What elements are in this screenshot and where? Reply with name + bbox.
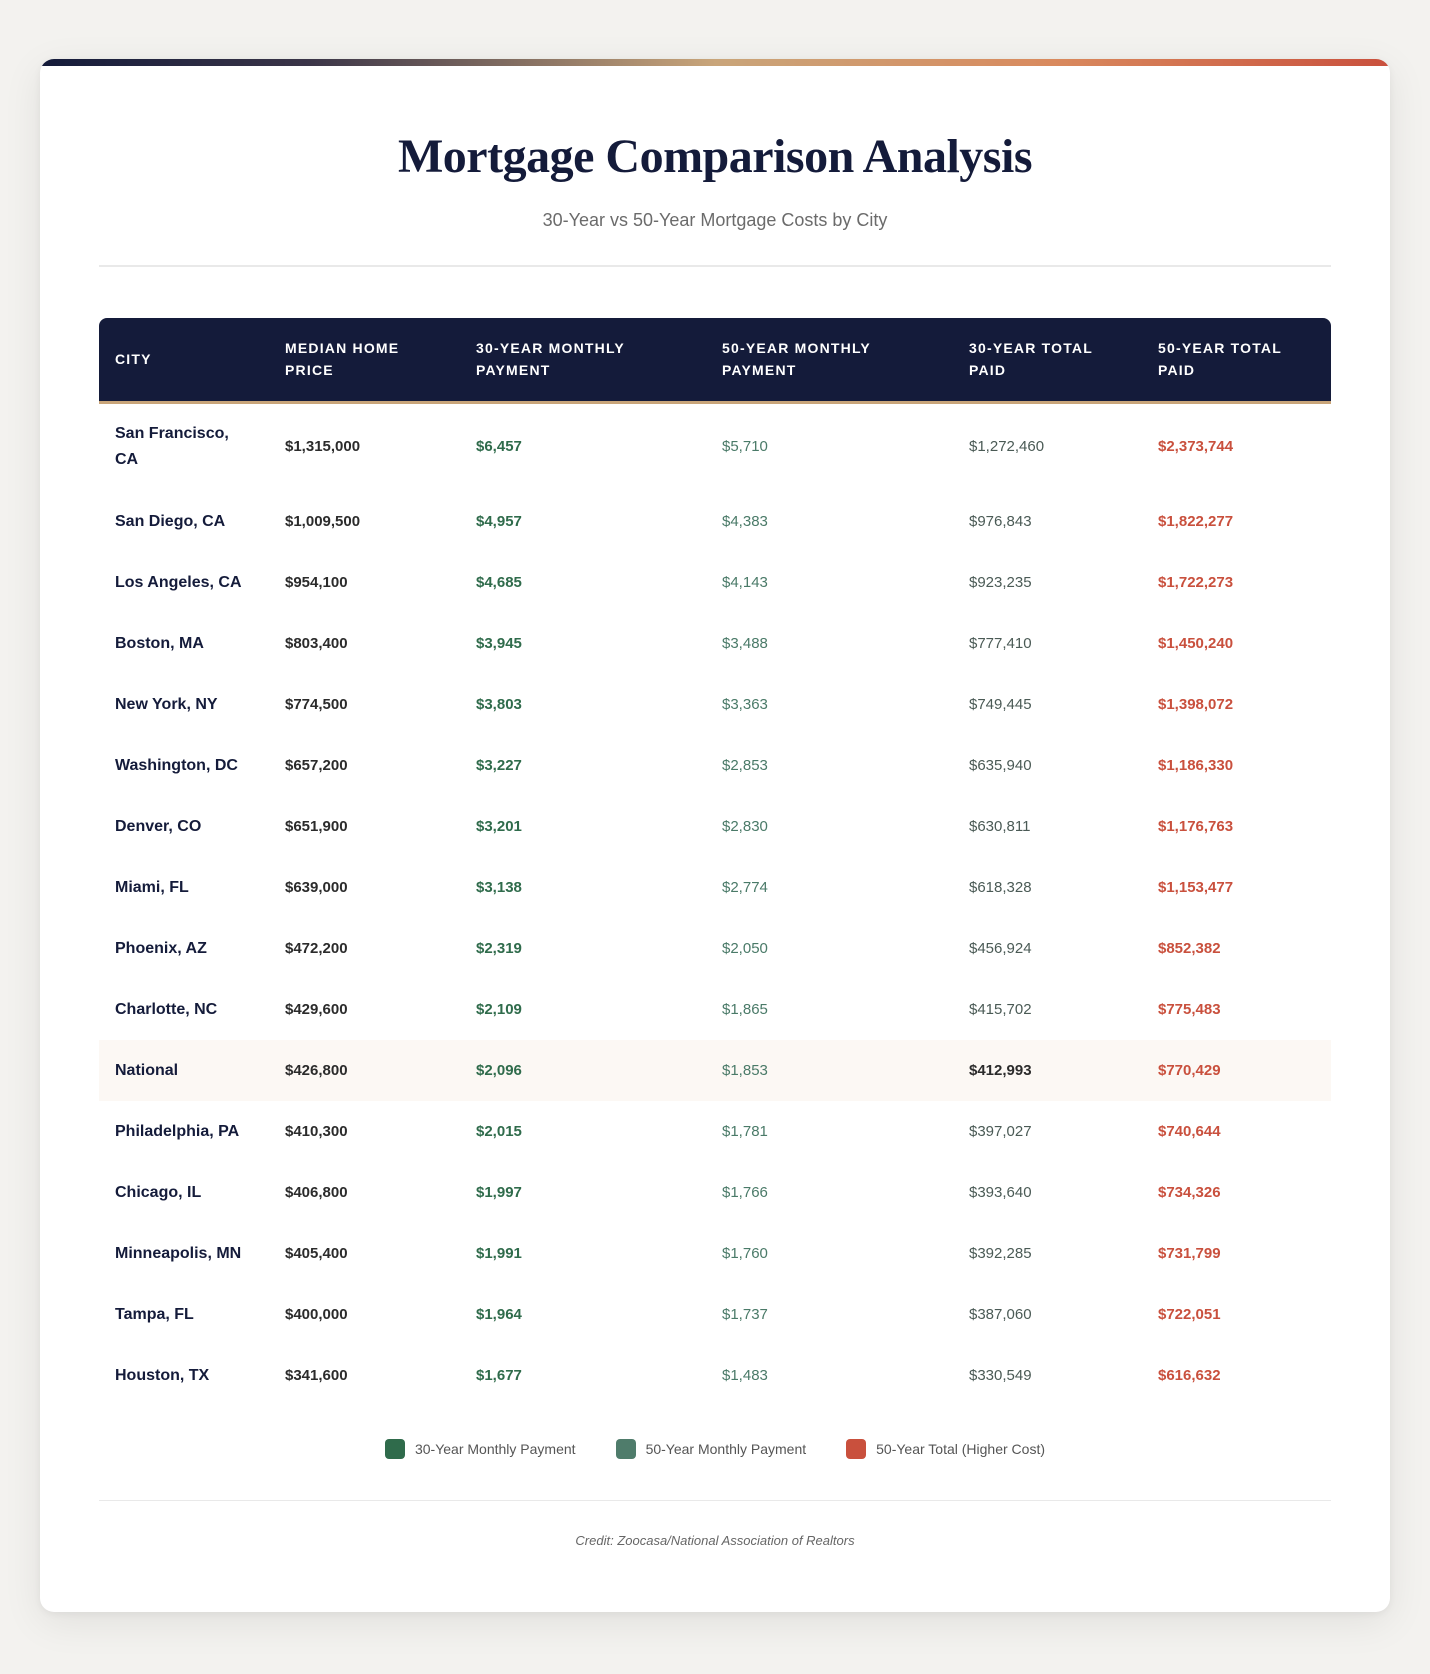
total-50-cell: $1,822,277 (1158, 513, 1234, 530)
monthly-50-cell: $1,853 (706, 1040, 953, 1101)
footer-divider (99, 1500, 1331, 1501)
total-50-cell: $775,483 (1158, 1001, 1221, 1018)
total-30-cell: $392,285 (969, 1245, 1032, 1262)
table-row (99, 979, 1331, 1040)
monthly-30-cell: $3,201 (476, 818, 522, 835)
monthly-50-cell: $1,737 (722, 1306, 768, 1323)
monthly-30-cell: $1,677 (476, 1367, 522, 1384)
total-30-cell: $749,445 (969, 696, 1032, 713)
median-price-cell: $1,009,500 (285, 513, 361, 530)
monthly-50-cell: $2,050 (722, 940, 768, 957)
mortgage-table (99, 318, 1331, 1406)
table-row (99, 613, 1331, 674)
total-30-cell: $777,410 (969, 635, 1032, 652)
table-row (99, 735, 1331, 796)
monthly-30-cell: $4,957 (476, 513, 522, 530)
median-price-cell: $803,400 (285, 635, 348, 652)
total-30-cell: $456,924 (969, 940, 1032, 957)
legend-item (385, 1439, 576, 1459)
total-50-cell: $1,722,273 (1158, 574, 1234, 591)
table-header-row (99, 318, 1331, 402)
total-30-cell: $412,993 (953, 1040, 1142, 1101)
city-cell: Minneapolis, MN (115, 1244, 242, 1262)
median-price-cell: $657,200 (285, 757, 348, 774)
city-cell: Philadelphia, PA (115, 1122, 240, 1140)
table-row (99, 1101, 1331, 1162)
median-price-cell: $400,000 (285, 1306, 348, 1323)
city-cell: Washington, DC (115, 756, 238, 774)
total-50-cell: $616,632 (1158, 1367, 1221, 1384)
monthly-50-cell: $1,781 (722, 1123, 768, 1140)
monthly-50-cell: $1,865 (722, 1001, 768, 1018)
city-cell: San Francisco, CA (115, 425, 229, 469)
city-cell: Houston, TX (115, 1366, 210, 1384)
total-30-cell: $635,940 (969, 757, 1032, 774)
table-row (99, 796, 1331, 857)
monthly-30-cell: $4,685 (476, 574, 522, 591)
legend-item (846, 1439, 1045, 1459)
legend-label: 30-Year Monthly Payment (414, 1441, 576, 1457)
total-30-cell: $630,811 (969, 818, 1031, 835)
table-row (99, 1284, 1331, 1345)
total-50-cell: $1,186,330 (1158, 757, 1234, 774)
credit-text: Credit: Zoocasa/National Association of Realtors (575, 1533, 855, 1548)
median-price-cell: $406,800 (285, 1184, 348, 1201)
median-price-cell: $1,315,000 (285, 438, 361, 456)
total-50-cell: $1,450,240 (1158, 635, 1234, 652)
table-row (99, 552, 1331, 613)
monthly-50-cell: $1,766 (722, 1184, 768, 1201)
total-50-cell: $731,799 (1158, 1245, 1221, 1262)
median-price-cell: $639,000 (285, 879, 348, 896)
total-50-cell: $1,398,072 (1158, 696, 1234, 713)
table-row (99, 1223, 1331, 1284)
table-row (99, 918, 1331, 979)
total-30-cell: $393,640 (969, 1184, 1032, 1201)
monthly-50-cell: $4,383 (722, 513, 768, 530)
city-cell: Charlotte, NC (115, 1000, 218, 1018)
median-price-cell: $651,900 (285, 818, 348, 835)
legend (40, 1439, 1390, 1459)
table-row (99, 674, 1331, 735)
total-50-cell: $734,326 (1158, 1184, 1221, 1201)
city-cell: Miami, FL (115, 878, 189, 896)
monthly-30-cell: $3,803 (476, 696, 522, 713)
page-title: Mortgage Comparison Analysis (398, 130, 1032, 183)
median-price-cell: $426,800 (269, 1040, 460, 1101)
city-cell: Los Angeles, CA (115, 573, 242, 591)
legend-label: 50-Year Monthly Payment (645, 1441, 807, 1457)
city-cell: New York, NY (115, 695, 218, 713)
city-cell: National (99, 1040, 269, 1101)
monthly-50-cell: $1,760 (722, 1245, 768, 1262)
city-cell: Phoenix, AZ (115, 939, 207, 957)
monthly-30-cell: $1,997 (476, 1184, 522, 1201)
monthly-30-cell: $3,138 (476, 879, 522, 896)
table-row (99, 402, 1331, 491)
city-cell: Tampa, FL (115, 1305, 194, 1323)
table-body (99, 402, 1331, 1406)
total-50-cell: $770,429 (1142, 1040, 1331, 1101)
total-50-cell: $2,373,744 (1158, 438, 1234, 456)
total-30-cell: $1,272,460 (969, 438, 1045, 456)
monthly-50-cell: $5,710 (722, 438, 768, 456)
median-price-cell: $774,500 (285, 696, 348, 713)
total-30-cell: $397,027 (969, 1123, 1032, 1140)
monthly-50-cell: $1,483 (722, 1367, 768, 1384)
header-50-year-monthly: 50-YEAR MONTHLY PAYMENT (706, 318, 953, 402)
monthly-30-cell: $2,015 (476, 1123, 522, 1140)
monthly-50-cell: $3,363 (722, 696, 768, 713)
median-price-cell: $429,600 (285, 1001, 348, 1018)
city-cell: Chicago, IL (115, 1183, 202, 1201)
header-30-year-monthly: 30-YEAR MONTHLY PAYMENT (460, 318, 706, 402)
total-30-cell: $330,549 (969, 1367, 1032, 1384)
total-30-cell: $923,235 (969, 574, 1032, 591)
legend-item (616, 1439, 807, 1459)
page-subtitle: 30-Year vs 50-Year Mortgage Costs by City (542, 210, 888, 230)
median-price-cell: $472,200 (285, 940, 348, 957)
monthly-30-cell: $2,109 (476, 1001, 522, 1018)
total-30-cell: $976,843 (969, 513, 1032, 530)
total-50-cell: $1,176,763 (1158, 818, 1234, 835)
monthly-50-cell: $3,488 (722, 635, 768, 652)
monthly-30-cell: $2,319 (476, 940, 522, 957)
header-city: CITY (99, 318, 269, 402)
total-30-cell: $415,702 (969, 1001, 1032, 1018)
total-50-cell: $1,153,477 (1158, 879, 1234, 896)
median-price-cell: $405,400 (285, 1245, 348, 1262)
table-row (99, 1345, 1331, 1406)
monthly-50-cell: $4,143 (722, 574, 768, 591)
legend-swatch (846, 1439, 866, 1459)
total-30-cell: $387,060 (969, 1306, 1032, 1323)
median-price-cell: $341,600 (285, 1367, 348, 1384)
monthly-30-cell: $1,991 (476, 1245, 522, 1262)
header-30-year-total: 30-YEAR TOTAL PAID (953, 318, 1142, 402)
comparison-card (40, 59, 1390, 1612)
header-50-year-total: 50-YEAR TOTAL PAID (1142, 318, 1331, 402)
monthly-30-cell: $6,457 (476, 438, 522, 456)
monthly-50-cell: $2,853 (722, 757, 768, 774)
legend-label: 50-Year Total (Higher Cost) (876, 1441, 1046, 1457)
total-30-cell: $618,328 (969, 879, 1032, 896)
monthly-30-cell: $3,227 (476, 757, 522, 774)
total-50-cell: $740,644 (1158, 1123, 1221, 1140)
monthly-50-cell: $2,830 (722, 818, 768, 835)
header-median-price: MEDIAN HOME PRICE (269, 318, 460, 402)
total-50-cell: $722,051 (1158, 1306, 1221, 1323)
accent-bar (40, 59, 1390, 66)
monthly-30-cell: $1,964 (476, 1306, 522, 1323)
monthly-30-cell: $3,945 (476, 635, 522, 652)
median-price-cell: $954,100 (285, 574, 348, 591)
table-row (99, 857, 1331, 918)
total-50-cell: $852,382 (1158, 940, 1221, 957)
legend-swatch (385, 1439, 405, 1459)
median-price-cell: $410,300 (285, 1123, 348, 1140)
city-cell: Boston, MA (115, 634, 204, 652)
table-row-national (99, 1040, 1331, 1101)
table-row (99, 491, 1331, 552)
monthly-30-cell: $2,096 (460, 1040, 706, 1101)
legend-swatch (616, 1439, 636, 1459)
header-divider (99, 265, 1331, 267)
city-cell: Denver, CO (115, 817, 202, 835)
table-row (99, 1162, 1331, 1223)
monthly-50-cell: $2,774 (722, 879, 768, 896)
city-cell: San Diego, CA (115, 512, 226, 530)
